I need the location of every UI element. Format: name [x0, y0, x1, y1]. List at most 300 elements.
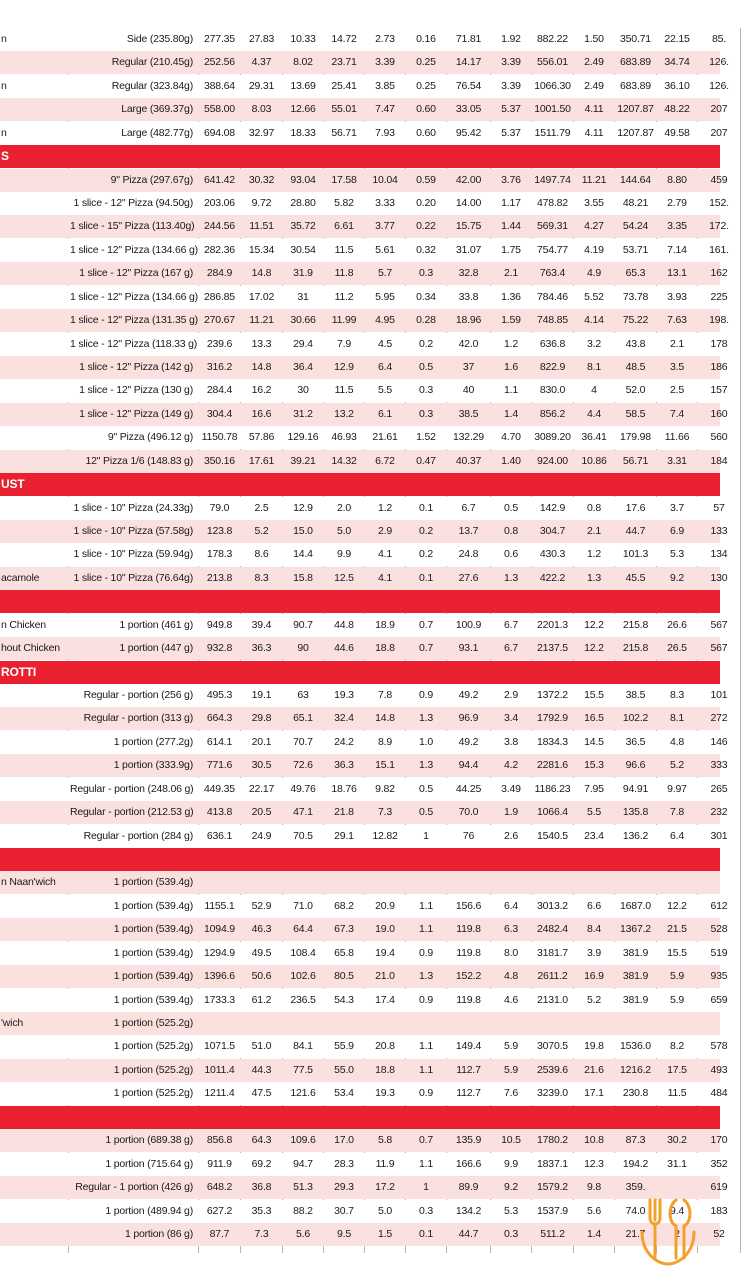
nutrient-value: 40.37 [455, 455, 482, 467]
nutrient-value: 558.00 [204, 103, 235, 115]
portion-size: 1 slice - 10" Pizza (24.33g) [73, 502, 193, 514]
nutrient-value: 11.21 [581, 174, 607, 186]
nutrient-value: 9.2 [670, 572, 684, 584]
nutrient-value: 1155.1 [204, 900, 235, 912]
nutrient-value: 119.8 [456, 923, 481, 935]
nutrient-value: 0.60 [416, 127, 436, 139]
nutrient-value: 23.71 [331, 56, 357, 68]
nutrient-value: 10.04 [372, 174, 398, 186]
item-name: n [1, 33, 7, 45]
nutrient-value: 286.85 [204, 291, 235, 303]
nutrient-value: 52 [713, 1228, 725, 1240]
nutrient-value: 17.1 [584, 1087, 604, 1099]
nutrient-value: 1001.50 [534, 103, 571, 115]
nutrient-value: 17.4 [375, 994, 395, 1006]
nutrient-value: 21.5 [667, 923, 687, 935]
portion-size: 1 slice - 12" Pizza (118.33 g) [70, 338, 198, 350]
nutrient-value: 493 [710, 1064, 728, 1076]
nutrient-value: 316.2 [206, 361, 233, 373]
nutrient-value: 179.98 [620, 431, 651, 443]
portion-size: 1 portion (525.2g) [113, 1087, 193, 1099]
nutrient-value: 5.9 [504, 1064, 518, 1076]
nutrient-value: 5.5 [587, 806, 601, 818]
nutrient-value: 6.7 [504, 642, 518, 654]
nutrient-value: 5.95 [375, 291, 395, 303]
nutrient-value: 0.2 [419, 525, 433, 537]
item-name [0, 684, 68, 707]
nutrient-value: 4.14 [584, 314, 604, 326]
nutrient-value: 0.1 [419, 1228, 433, 1240]
nutrient-value: 49.58 [664, 127, 690, 139]
nutrient-value: 1.50 [584, 33, 604, 45]
item-name: hout Chicken [1, 642, 60, 654]
nutrient-value: 350.71 [620, 33, 651, 45]
table-row [0, 497, 725, 520]
nutrient-value: 1537.9 [537, 1205, 568, 1217]
nutrient-value: 388.64 [204, 80, 235, 92]
nutrient-value [283, 871, 323, 894]
nutrient-value [447, 871, 490, 894]
nutrient-value: 2281.6 [537, 759, 568, 771]
nutrient-value: 20.1 [251, 736, 272, 748]
nutrient-value: 1.4 [504, 408, 518, 420]
nutrient-value: 166.6 [455, 1158, 482, 1170]
nutrient-value: 2.73 [375, 33, 395, 45]
item-name [0, 1129, 68, 1152]
nutrient-value: 5.6 [587, 1205, 601, 1217]
nutrient-value: 27.6 [458, 572, 479, 584]
nutrient-value [199, 871, 240, 894]
nutrient-value: 7.63 [667, 314, 687, 326]
nutrient-value: 822.9 [539, 361, 566, 373]
nutrient-value: 3.77 [375, 220, 395, 232]
item-name [0, 309, 68, 332]
nutrient-value: 0.9 [419, 1087, 433, 1099]
nutrient-value: 161. [709, 244, 729, 256]
nutrient-value: 51.3 [293, 1181, 313, 1193]
nutrient-value: 0.47 [416, 455, 436, 467]
nutrient-value: 6.4 [504, 900, 518, 912]
nutrient-value: 87.3 [625, 1134, 646, 1146]
nutrient-value: 528 [710, 923, 728, 935]
nutrient-value: 1.1 [419, 1158, 433, 1170]
nutrient-value: 31.9 [293, 267, 313, 279]
nutrient-value: 0.8 [587, 502, 601, 514]
nutrient-value: 352 [710, 1158, 728, 1170]
nutrient-value: 18.9 [375, 619, 395, 631]
nutrient-value: 8.4 [587, 923, 601, 935]
nutrient-value: 459 [710, 174, 728, 186]
nutrient-value: 304.7 [539, 525, 566, 537]
nutrient-value: 3089.20 [534, 431, 571, 443]
nutrient-value: 2 [674, 1228, 680, 1240]
nutrient-value: 14.8 [251, 361, 272, 373]
nutrient-value: 495.3 [206, 689, 233, 701]
nutrient-value: 2.49 [584, 56, 604, 68]
nutrient-value: 659 [710, 994, 728, 1006]
nutrient-value: 578 [710, 1040, 728, 1052]
nutrient-value: 130 [710, 572, 728, 584]
nutrient-value: 0.5 [419, 783, 433, 795]
item-name [0, 754, 68, 777]
nutrient-value: 5.3 [670, 548, 684, 560]
nutrient-value: 4 [591, 384, 597, 396]
nutrient-value: 79.0 [209, 502, 230, 514]
nutrient-value: 1579.2 [537, 1181, 568, 1193]
nutrient-value: 88.2 [293, 1205, 313, 1217]
nutrient-value: 252.56 [204, 56, 235, 68]
nutrient-value: 10.86 [581, 455, 607, 467]
nutrient-value: 1.36 [501, 291, 521, 303]
nutrient-value: 52.9 [251, 900, 272, 912]
nutrient-value: 4.4 [587, 408, 601, 420]
nutrient-value: 14.72 [331, 33, 357, 45]
nutrient-value: 1.3 [419, 712, 433, 724]
nutrient-value: 0.34 [416, 291, 436, 303]
nutrient-value: 94.4 [458, 759, 479, 771]
nutrient-value: 1367.2 [620, 923, 651, 935]
nutrient-value: 12.2 [584, 642, 604, 654]
item-name [0, 333, 68, 356]
portion-size: 12" Pizza 1/6 (148.83 g) [85, 455, 193, 467]
nutrient-value: 748.85 [537, 314, 568, 326]
nutrient-value: 10.33 [290, 33, 316, 45]
nutrient-value: 11.5 [334, 244, 354, 256]
nutrient-value: 2.79 [667, 197, 687, 209]
nutrient-value [491, 1012, 531, 1035]
nutrient-value: 16.2 [251, 384, 272, 396]
table-row [0, 707, 728, 730]
nutrient-value: 2.49 [584, 80, 604, 92]
nutrient-value: 53.71 [622, 244, 649, 256]
nutrient-value: 3.9 [587, 947, 601, 959]
nutrient-value: 13.3 [251, 338, 272, 350]
nutrient-value: 8.0 [504, 947, 518, 959]
nutrient-value: 56.71 [622, 455, 649, 467]
nutrient-value: 19.4 [375, 947, 395, 959]
nutrient-value: 244.56 [204, 220, 235, 232]
nutrient-value: 5.5 [378, 384, 392, 396]
table-row [0, 309, 729, 332]
nutrient-value: 511.2 [540, 1228, 565, 1240]
portion-size: Regular - portion (248.06 g) [70, 783, 194, 795]
portion-size: 1 slice - 12" Pizza (94.50g) [73, 197, 193, 209]
portion-size: 1 portion (539.4g) [113, 947, 193, 959]
nutrient-value: 12.9 [293, 502, 313, 514]
nutrient-value: 2.1 [504, 267, 518, 279]
nutrient-value: 30.54 [290, 244, 316, 256]
nutrient-value: 9.5 [337, 1228, 351, 1240]
item-name [0, 497, 68, 520]
nutrient-value: 381.9 [622, 994, 649, 1006]
table-row [0, 403, 728, 426]
nutrient-value: 1792.9 [537, 712, 568, 724]
nutrient-value: 0.25 [416, 56, 436, 68]
nutrient-value: 18.96 [455, 314, 482, 326]
nutrient-value: 1094.9 [204, 923, 235, 935]
nutrient-value: 569.31 [537, 220, 568, 232]
nutrient-value: 49.2 [458, 736, 479, 748]
nutrient-value: 5.6 [296, 1228, 310, 1240]
nutrient-value: 34.74 [664, 56, 690, 68]
portion-size: 1 portion (277.2g) [113, 736, 193, 748]
portion-size: 1 portion (489.94 g) [105, 1205, 193, 1217]
portion-size: 1 portion (539.4g) [113, 994, 193, 1006]
nutrient-value [657, 1012, 697, 1035]
nutrient-value: 430.3 [539, 548, 566, 560]
item-name [0, 1059, 68, 1082]
nutrient-value: 48.21 [622, 197, 649, 209]
nutrient-value: 2.5 [254, 502, 269, 514]
section-title [0, 1106, 201, 1129]
nutrient-value: 30.2 [667, 1134, 687, 1146]
nutrient-value: 683.89 [620, 56, 651, 68]
nutrient-value: 1186.23 [534, 783, 571, 795]
nutrient-value: 13.1 [667, 267, 687, 279]
nutrient-value: 15.8 [293, 572, 313, 584]
nutrient-value: 71.81 [455, 33, 482, 45]
nutrient-value: 3.4 [504, 712, 518, 724]
nutrient-value: 22.17 [248, 783, 275, 795]
nutrient-value: 232 [710, 806, 728, 818]
nutrient-value: 108.4 [290, 947, 316, 959]
item-name [0, 51, 68, 74]
table-row [0, 801, 728, 824]
nutrient-value: 1.1 [419, 900, 433, 912]
nutrient-value: 35.72 [290, 220, 316, 232]
portion-size: 1 portion (86 g) [124, 1228, 193, 1240]
table-row [0, 51, 729, 74]
nutrient-value: 16.6 [251, 408, 272, 420]
nutrient-value: 21.8 [334, 806, 354, 818]
nutrient-value: 7.4 [670, 408, 684, 420]
table-row [0, 75, 729, 98]
nutrient-value: 64.3 [251, 1134, 272, 1146]
nutrient-value: 0.3 [504, 1228, 518, 1240]
nutrient-value: 11.5 [667, 1087, 687, 1099]
nutrient-value [615, 1012, 656, 1035]
nutrient-value: 46.93 [331, 431, 357, 443]
nutrient-value: 4.27 [584, 220, 604, 232]
nutrient-value: 9.8 [587, 1181, 601, 1193]
portion-size: 1 slice - 12" Pizza (130 g) [79, 384, 193, 396]
nutrient-value: 5.9 [504, 1040, 518, 1052]
nutrient-value: 152. [709, 197, 729, 209]
nutrient-value: 70.7 [293, 736, 313, 748]
nutrient-value: 12.66 [290, 103, 316, 115]
nutrient-value: 0.7 [419, 619, 433, 631]
nutrient-value: 1071.5 [204, 1040, 235, 1052]
portion-size: Regular - 1 portion (426 g) [75, 1181, 193, 1193]
nutrient-value: 18.76 [331, 783, 357, 795]
nutrient-value: 14.32 [331, 455, 357, 467]
nutrient-value: 3070.5 [537, 1040, 568, 1052]
nutrient-value: 1.6 [504, 361, 518, 373]
nutrient-value: 1.3 [504, 572, 518, 584]
nutrient-value: 8.3 [254, 572, 269, 584]
item-name [0, 707, 68, 730]
nutrient-value: 239.6 [206, 338, 233, 350]
nutrient-value: 26.5 [667, 642, 687, 654]
nutrient-value: 23.4 [584, 830, 604, 842]
nutrient-value: 478.82 [537, 197, 568, 209]
nutrient-value: 45.5 [625, 572, 646, 584]
table-row [0, 871, 720, 894]
item-name [0, 520, 68, 543]
portion-size: 1 slice - 12" Pizza (142 g) [79, 361, 193, 373]
nutrient-value: 93.1 [458, 642, 479, 654]
item-name [0, 1035, 68, 1058]
nutrient-value: 36.4 [293, 361, 313, 373]
nutrient-value: 2.5 [670, 384, 684, 396]
section-title [0, 590, 201, 613]
nutrient-value: 134 [710, 548, 728, 560]
nutrient-value: 614.1 [206, 736, 233, 748]
nutrient-value: 21.61 [372, 431, 398, 443]
nutrient-value: 135.8 [622, 806, 649, 818]
nutrient-value: 44.7 [458, 1228, 479, 1240]
nutrient-value: 12.3 [584, 1158, 604, 1170]
nutrient-value: 136.2 [622, 830, 649, 842]
nutrient-value: 71.0 [293, 900, 313, 912]
nutrient-value: 123.8 [206, 525, 233, 537]
nutrient-value: 11.5 [334, 384, 354, 396]
nutrient-value: 112.7 [456, 1087, 481, 1099]
nutrient-value: 1.17 [501, 197, 521, 209]
nutrient-value: 935 [710, 970, 728, 982]
nutrient-value: 100.9 [455, 619, 482, 631]
nutrient-value: 17.02 [248, 291, 275, 303]
nutrient-value: 12.5 [334, 572, 354, 584]
nutrient-value: 2137.5 [537, 642, 568, 654]
nutrient-value: 1837.1 [537, 1158, 568, 1170]
portion-size: 1 slice - 12" Pizza (134.66 g) [70, 291, 198, 303]
nutrient-value: 4.19 [584, 244, 604, 256]
nutrient-value: 0.1 [419, 572, 433, 584]
nutrient-value: 36.41 [581, 431, 607, 443]
nutrient-value: 484 [710, 1087, 728, 1099]
nutrient-value: 8.03 [251, 103, 272, 115]
table-row [0, 731, 728, 754]
nutrient-value: 11.66 [664, 431, 690, 443]
nutrient-value: 15.5 [584, 689, 604, 701]
table-row [0, 1035, 728, 1058]
nutrient-value: 0.60 [416, 103, 436, 115]
nutrient-value: 215.8 [622, 619, 649, 631]
nutrient-value: 31 [297, 291, 309, 303]
nutrient-value: 9.97 [667, 783, 687, 795]
nutrient-value: 1207.87 [617, 103, 654, 115]
nutrient-value: 15.1 [375, 759, 395, 771]
nutrient-value: 14.00 [455, 197, 482, 209]
nutrient-value: 636.8 [539, 338, 566, 350]
nutrient-value: 7.6 [504, 1087, 518, 1099]
nutrient-value: 15.0 [293, 525, 313, 537]
nutrient-value: 1733.3 [204, 994, 235, 1006]
nutrient-value: 90 [297, 642, 309, 654]
nutrient-value: 12.9 [334, 361, 354, 373]
nutrient-value: 0.2 [419, 338, 433, 350]
nutrient-value: 4.37 [251, 56, 272, 68]
nutrient-value: 24.2 [334, 736, 354, 748]
table-row [0, 1129, 728, 1152]
nutrient-value: 7.8 [670, 806, 684, 818]
nutrient-value: 1.1 [419, 923, 433, 935]
nutrient-value: 648.2 [206, 1181, 233, 1193]
nutrient-value: 32.4 [334, 712, 354, 724]
nutrient-value: 76 [462, 830, 475, 842]
nutrient-value: 31.2 [293, 408, 313, 420]
nutrient-value: 29.1 [334, 830, 354, 842]
nutrient-value: 4.8 [670, 736, 684, 748]
nutrient-value: 3181.7 [537, 947, 568, 959]
item-name [0, 895, 68, 918]
portion-size: Regular - portion (284 g) [83, 830, 193, 842]
nutrient-value: 8.02 [293, 56, 313, 68]
nutrient-value: 157 [710, 384, 728, 396]
nutrient-value [532, 871, 573, 894]
nutrient-value: 8.3 [670, 689, 684, 701]
nutrient-value: 178 [710, 338, 728, 350]
table-row [0, 1012, 720, 1035]
nutrient-value: 284.4 [206, 384, 233, 396]
nutrient-value: 29.3 [334, 1181, 354, 1193]
nutrient-value: 949.8 [206, 619, 233, 631]
nutrient-value: 1.92 [501, 33, 521, 45]
nutrient-value: 0.6 [504, 548, 518, 560]
table-row [0, 1153, 728, 1176]
nutrient-value: 19.3 [375, 1087, 395, 1099]
nutrient-value: 350.16 [204, 455, 235, 467]
nutrient-value [241, 871, 282, 894]
nutrient-value: 8.9 [378, 736, 392, 748]
nutrient-value: 12.2 [584, 619, 604, 631]
section-header [0, 145, 720, 168]
nutrient-value: 7.3 [378, 806, 392, 818]
nutrient-value: 44.3 [251, 1064, 272, 1076]
nutrient-value: 95.42 [455, 127, 482, 139]
nutrient-value: 129.16 [287, 431, 319, 443]
nutrient-value: 5.61 [375, 244, 395, 256]
item-name [0, 1200, 68, 1223]
nutrient-value: 11.99 [331, 314, 357, 326]
section-title: ROTTI [1, 665, 36, 679]
nutrient-value: 856.8 [206, 1134, 233, 1146]
nutrient-value: 694.08 [204, 127, 235, 139]
portion-size: 1 slice - 10" Pizza (57.58g) [73, 525, 193, 537]
nutrient-value: 7.93 [375, 127, 395, 139]
nutrient-value: 0.3 [419, 408, 433, 420]
table-row [0, 614, 728, 637]
nutrient-value: 36.10 [664, 80, 690, 92]
nutrient-value: 5.7 [378, 267, 392, 279]
nutrient-value: 1150.78 [201, 431, 238, 443]
nutrient-value: 304.4 [206, 408, 233, 420]
table-row [0, 1059, 728, 1082]
item-name [0, 801, 68, 824]
nutrient-value: 1011.4 [204, 1064, 235, 1076]
nutrient-value: 101.3 [622, 548, 649, 560]
nutrient-value: 1536.0 [620, 1040, 651, 1052]
nutrient-value: 93.04 [290, 174, 316, 186]
nutrient-value: 3.7 [670, 502, 684, 514]
nutrient-value: 13.7 [458, 525, 479, 537]
nutrient-value: 1.40 [501, 455, 521, 467]
nutrient-value: 194.2 [622, 1158, 649, 1170]
nutrient-value: 567 [710, 642, 728, 654]
item-name [0, 239, 68, 262]
portion-size: Large (369.37g) [121, 103, 193, 115]
